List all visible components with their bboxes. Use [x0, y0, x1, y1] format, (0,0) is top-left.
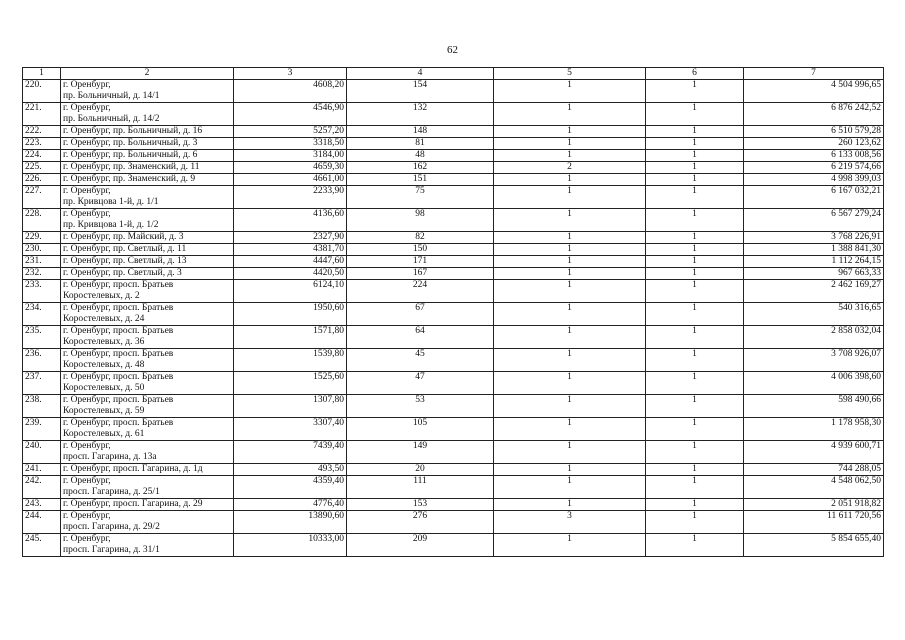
cell-col4: 82: [347, 232, 494, 244]
cell-col7: 3 768 226,91: [744, 232, 884, 244]
cell-col7: 4 548 062,50: [744, 476, 884, 499]
row-number: 224.: [23, 150, 61, 162]
table-row: [23, 162, 884, 174]
cell-col4: 224: [347, 280, 494, 303]
address-line: просп. Гагарина, д. 29/2: [63, 522, 160, 532]
table-body: [23, 80, 884, 557]
cell-col3: 5257,20: [234, 126, 347, 138]
row-number: 225.: [23, 162, 61, 174]
cell-col5: 1: [494, 126, 646, 138]
address-line: г. Оренбург,: [63, 80, 111, 90]
cell-col3: 7439,40: [234, 441, 347, 464]
cell-col3: 4659,30: [234, 162, 347, 174]
row-number: 242.: [23, 476, 61, 499]
address-cell: [61, 209, 234, 232]
cell-col6: 1: [646, 441, 744, 464]
row-number: 240.: [23, 441, 61, 464]
table-row: [23, 441, 884, 464]
cell-col7: 1 112 264,15: [744, 256, 884, 268]
cell-col4: 48: [347, 150, 494, 162]
cell-col5: 1: [494, 349, 646, 372]
address-cell: [61, 418, 234, 441]
address-line: г. Оренбург,: [63, 476, 111, 486]
cell-col5: 1: [494, 186, 646, 209]
cell-col6: 1: [646, 349, 744, 372]
address-line: Коростелевых, д. 50: [63, 383, 145, 393]
address-line: г. Оренбург, просп. Братьев: [63, 418, 174, 428]
cell-col7: 260 123,62: [744, 138, 884, 150]
address-line: г. Оренбург, пр. Светлый, д. 13: [63, 256, 187, 266]
cell-col5: 1: [494, 326, 646, 349]
cell-col6: 1: [646, 150, 744, 162]
cell-col4: 154: [347, 80, 494, 103]
address-line: г. Оренбург,: [63, 441, 111, 451]
table-row: [23, 138, 884, 150]
cell-col5: 1: [494, 441, 646, 464]
cell-col5: 1: [494, 174, 646, 186]
cell-col3: 3184,00: [234, 150, 347, 162]
address-line: Коростелевых, д. 61: [63, 429, 145, 439]
address-cell: [61, 280, 234, 303]
cell-col3: 1307,80: [234, 395, 347, 418]
address-line: г. Оренбург, просп. Братьев: [63, 303, 174, 313]
row-number: 239.: [23, 418, 61, 441]
cell-col4: 276: [347, 511, 494, 534]
address-cell: [61, 162, 234, 174]
cell-col6: 1: [646, 126, 744, 138]
table-row: [23, 476, 884, 499]
cell-col6: 1: [646, 186, 744, 209]
address-line: г. Оренбург, просп. Братьев: [63, 280, 174, 290]
cell-col4: 20: [347, 464, 494, 476]
table-row: [23, 268, 884, 280]
address-line: просп. Гагарина, д. 31/1: [63, 545, 160, 555]
table-row: [23, 174, 884, 186]
row-number: 222.: [23, 126, 61, 138]
address-cell: [61, 103, 234, 126]
cell-col5: 1: [494, 138, 646, 150]
address-line: пр. Кривцова 1-й, д. 1/1: [63, 197, 159, 207]
cell-col3: 10333,00: [234, 534, 347, 557]
address-cell: [61, 464, 234, 476]
cell-col6: 1: [646, 256, 744, 268]
cell-col6: 1: [646, 395, 744, 418]
address-cell: [61, 349, 234, 372]
address-line: Коростелевых, д. 24: [63, 314, 145, 324]
address-cell: [61, 138, 234, 150]
cell-col7: 598 490,66: [744, 395, 884, 418]
row-number: 228.: [23, 209, 61, 232]
cell-col5: 1: [494, 534, 646, 557]
cell-col3: 2327,90: [234, 232, 347, 244]
column-header: 4: [347, 68, 494, 80]
cell-col7: 6 510 579,28: [744, 126, 884, 138]
address-line: Коростелевых, д. 36: [63, 337, 145, 347]
cell-col3: 1539,80: [234, 349, 347, 372]
address-cell: [61, 80, 234, 103]
cell-col5: 1: [494, 209, 646, 232]
address-line: г. Оренбург,: [63, 186, 111, 196]
address-line: г. Оренбург, пр. Знаменский, д. 11: [63, 162, 200, 172]
cell-col5: 1: [494, 80, 646, 103]
table-row: [23, 464, 884, 476]
address-line: г. Оренбург, пр. Светлый, д. 11: [63, 244, 187, 254]
row-number: 229.: [23, 232, 61, 244]
address-line: просп. Гагарина, д. 13а: [63, 452, 157, 462]
row-number: 236.: [23, 349, 61, 372]
cell-col6: 1: [646, 174, 744, 186]
cell-col7: 1 178 958,30: [744, 418, 884, 441]
cell-col5: 1: [494, 268, 646, 280]
column-header: 1: [23, 68, 61, 80]
header-row: [23, 68, 884, 80]
address-line: пр. Больничный, д. 14/1: [63, 91, 160, 101]
cell-col4: 105: [347, 418, 494, 441]
address-cell: [61, 268, 234, 280]
cell-col3: 1525,60: [234, 372, 347, 395]
table-row: [23, 244, 884, 256]
address-cell: [61, 511, 234, 534]
address-cell: [61, 476, 234, 499]
cell-col4: 171: [347, 256, 494, 268]
cell-col3: 4136,60: [234, 209, 347, 232]
address-cell: [61, 256, 234, 268]
column-header: 3: [234, 68, 347, 80]
cell-col6: 1: [646, 268, 744, 280]
address-line: г. Оренбург, пр. Майский, д. 3: [63, 232, 184, 242]
row-number: 232.: [23, 268, 61, 280]
table-row: [23, 103, 884, 126]
cell-col3: 4359,40: [234, 476, 347, 499]
table-row: [23, 80, 884, 103]
address-cell: [61, 186, 234, 209]
cell-col3: 4420,50: [234, 268, 347, 280]
table-row: [23, 418, 884, 441]
table-row: [23, 372, 884, 395]
cell-col3: 13890,60: [234, 511, 347, 534]
cell-col6: 1: [646, 534, 744, 557]
row-number: 238.: [23, 395, 61, 418]
cell-col5: 3: [494, 511, 646, 534]
table-row: [23, 280, 884, 303]
cell-col7: 540 316,65: [744, 303, 884, 326]
cell-col6: 1: [646, 303, 744, 326]
table-row: [23, 186, 884, 209]
cell-col4: 75: [347, 186, 494, 209]
cell-col6: 1: [646, 138, 744, 150]
table-row: [23, 303, 884, 326]
cell-col5: 2: [494, 162, 646, 174]
cell-col4: 132: [347, 103, 494, 126]
cell-col3: 6124,10: [234, 280, 347, 303]
address-cell: [61, 232, 234, 244]
address-cell: [61, 395, 234, 418]
column-header: 2: [61, 68, 234, 80]
cell-col5: 1: [494, 464, 646, 476]
cell-col4: 64: [347, 326, 494, 349]
cell-col4: 45: [347, 349, 494, 372]
row-number: 235.: [23, 326, 61, 349]
address-line: г. Оренбург, пр. Больничный, д. 3: [63, 138, 198, 148]
cell-col7: 2 051 918,82: [744, 499, 884, 511]
column-header: 5: [494, 68, 646, 80]
cell-col4: 111: [347, 476, 494, 499]
cell-col6: 1: [646, 326, 744, 349]
cell-col6: 1: [646, 162, 744, 174]
cell-col4: 67: [347, 303, 494, 326]
page-number: 62: [447, 44, 458, 56]
address-line: пр. Кривцова 1-й, д. 1/2: [63, 220, 159, 230]
address-line: г. Оренбург, пр. Светлый, д. 3: [63, 268, 182, 278]
cell-col7: 6 133 008,56: [744, 150, 884, 162]
cell-col3: 493,50: [234, 464, 347, 476]
table-row: [23, 349, 884, 372]
cell-col7: 6 876 242,52: [744, 103, 884, 126]
cell-col3: 1950,60: [234, 303, 347, 326]
table-row: [23, 395, 884, 418]
cell-col7: 4 006 398,60: [744, 372, 884, 395]
row-number: 241.: [23, 464, 61, 476]
table-row: [23, 256, 884, 268]
cell-col7: 11 611 720,56: [744, 511, 884, 534]
cell-col7: 2 858 032,04: [744, 326, 884, 349]
cell-col4: 148: [347, 126, 494, 138]
row-number: 243.: [23, 499, 61, 511]
row-number: 223.: [23, 138, 61, 150]
cell-col5: 1: [494, 232, 646, 244]
address-line: Коростелевых, д. 59: [63, 406, 145, 416]
cell-col5: 1: [494, 150, 646, 162]
cell-col7: 744 288,05: [744, 464, 884, 476]
address-line: г. Оренбург, пр. Знаменский, д. 9: [63, 174, 196, 184]
row-number: 221.: [23, 103, 61, 126]
cell-col3: 3307,40: [234, 418, 347, 441]
address-cell: [61, 534, 234, 557]
cell-col6: 1: [646, 280, 744, 303]
cell-col5: 1: [494, 499, 646, 511]
cell-col4: 151: [347, 174, 494, 186]
address-line: г. Оренбург, просп. Братьев: [63, 326, 174, 336]
address-line: просп. Гагарина, д. 25/1: [63, 487, 160, 497]
address-line: г. Оренбург, просп. Братьев: [63, 349, 174, 359]
cell-col6: 1: [646, 372, 744, 395]
address-line: г. Оренбург, просп. Гагарина, д. 1д: [63, 464, 203, 474]
address-line: г. Оренбург,: [63, 209, 111, 219]
cell-col5: 1: [494, 395, 646, 418]
cell-col7: 6 167 032,21: [744, 186, 884, 209]
cell-col6: 1: [646, 209, 744, 232]
data-table: [22, 67, 884, 557]
column-header: 7: [744, 68, 884, 80]
cell-col5: 1: [494, 372, 646, 395]
cell-col6: 1: [646, 80, 744, 103]
address-cell: [61, 441, 234, 464]
cell-col6: 1: [646, 499, 744, 511]
cell-col5: 1: [494, 244, 646, 256]
cell-col7: 5 854 655,40: [744, 534, 884, 557]
cell-col7: 4 504 996,65: [744, 80, 884, 103]
row-number: 233.: [23, 280, 61, 303]
cell-col6: 1: [646, 244, 744, 256]
address-line: Коростелевых, д. 48: [63, 360, 145, 370]
cell-col7: 6 219 574,66: [744, 162, 884, 174]
row-number: 230.: [23, 244, 61, 256]
table-row: [23, 534, 884, 557]
cell-col7: 4 939 600,71: [744, 441, 884, 464]
cell-col3: 2233,90: [234, 186, 347, 209]
cell-col4: 150: [347, 244, 494, 256]
cell-col5: 1: [494, 418, 646, 441]
cell-col6: 1: [646, 511, 744, 534]
address-cell: [61, 244, 234, 256]
cell-col4: 153: [347, 499, 494, 511]
table-row: [23, 126, 884, 138]
cell-col3: 4447,60: [234, 256, 347, 268]
row-number: 234.: [23, 303, 61, 326]
address-cell: [61, 303, 234, 326]
table-row: [23, 150, 884, 162]
cell-col6: 1: [646, 232, 744, 244]
cell-col3: 4608,20: [234, 80, 347, 103]
cell-col3: 4661,00: [234, 174, 347, 186]
address-line: г. Оренбург, пр. Больничный, д. 16: [63, 126, 203, 136]
cell-col7: 967 663,33: [744, 268, 884, 280]
address-line: г. Оренбург, пр. Больничный, д. 6: [63, 150, 198, 160]
column-header: 6: [646, 68, 744, 80]
row-number: 237.: [23, 372, 61, 395]
address-cell: [61, 326, 234, 349]
cell-col6: 1: [646, 418, 744, 441]
address-cell: [61, 499, 234, 511]
table-row: [23, 511, 884, 534]
cell-col6: 1: [646, 464, 744, 476]
cell-col3: 3318,50: [234, 138, 347, 150]
address-line: г. Оренбург,: [63, 103, 111, 113]
address-cell: [61, 126, 234, 138]
address-line: г. Оренбург,: [63, 511, 111, 521]
cell-col4: 209: [347, 534, 494, 557]
cell-col5: 1: [494, 476, 646, 499]
cell-col5: 1: [494, 256, 646, 268]
cell-col3: 4776,40: [234, 499, 347, 511]
table-row: [23, 232, 884, 244]
row-number: 231.: [23, 256, 61, 268]
cell-col3: 1571,80: [234, 326, 347, 349]
cell-col4: 47: [347, 372, 494, 395]
row-number: 220.: [23, 80, 61, 103]
table-row: [23, 209, 884, 232]
cell-col7: 3 708 926,07: [744, 349, 884, 372]
cell-col4: 149: [347, 441, 494, 464]
row-number: 226.: [23, 174, 61, 186]
row-number: 245.: [23, 534, 61, 557]
cell-col7: 1 388 841,30: [744, 244, 884, 256]
cell-col3: 4546,90: [234, 103, 347, 126]
address-line: г. Оренбург, просп. Гагарина, д. 29: [63, 499, 203, 509]
address-line: г. Оренбург, просп. Братьев: [63, 395, 174, 405]
address-line: пр. Больничный, д. 14/2: [63, 114, 160, 124]
address-line: г. Оренбург, просп. Братьев: [63, 372, 174, 382]
address-cell: [61, 372, 234, 395]
cell-col5: 1: [494, 303, 646, 326]
table-row: [23, 326, 884, 349]
table-row: [23, 499, 884, 511]
address-line: Коростелевых, д. 2: [63, 291, 140, 301]
cell-col7: 6 567 279,24: [744, 209, 884, 232]
cell-col4: 98: [347, 209, 494, 232]
cell-col3: 4381,70: [234, 244, 347, 256]
cell-col6: 1: [646, 103, 744, 126]
cell-col4: 53: [347, 395, 494, 418]
cell-col5: 1: [494, 280, 646, 303]
cell-col7: 2 462 169,27: [744, 280, 884, 303]
cell-col4: 162: [347, 162, 494, 174]
cell-col7: 4 998 399,03: [744, 174, 884, 186]
cell-col6: 1: [646, 476, 744, 499]
row-number: 244.: [23, 511, 61, 534]
address-cell: [61, 174, 234, 186]
address-line: г. Оренбург,: [63, 534, 111, 544]
row-number: 227.: [23, 186, 61, 209]
cell-col4: 81: [347, 138, 494, 150]
cell-col4: 167: [347, 268, 494, 280]
cell-col5: 1: [494, 103, 646, 126]
address-cell: [61, 150, 234, 162]
